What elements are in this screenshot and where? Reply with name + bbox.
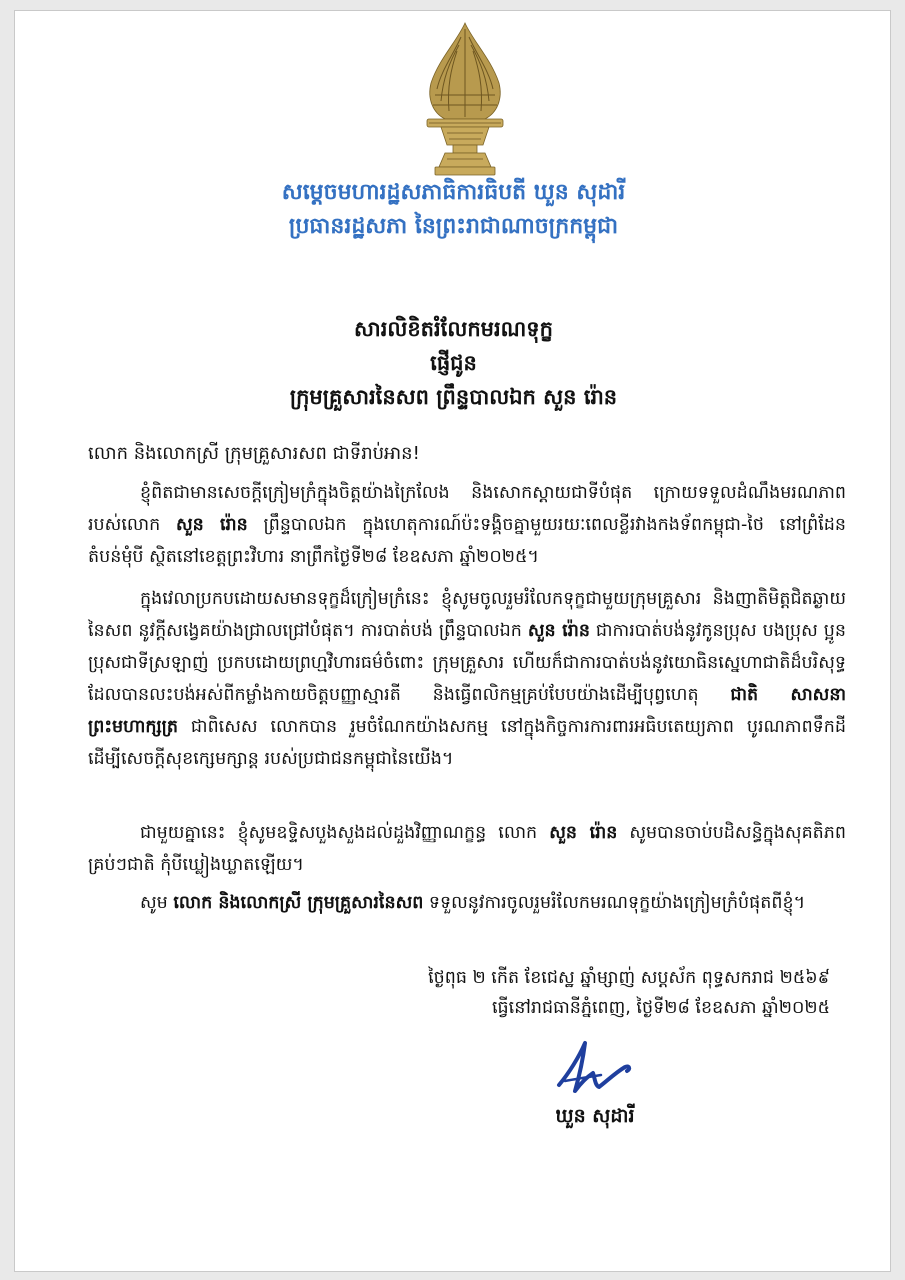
- deceased-name: សួន រ៉ោន: [175, 515, 248, 535]
- paragraph-2-text-b: ជាការបាត់បង់នូវកូនប្រុស បងប្រុស ប្អូនប្រុសជាទីស្រឡាញ់ ប្រកបដោយព្រហ្មវិហារធម៌ចំពោះ ក្រុមគ្រួសារ ហើយក៏ជាការបាត់បង់នូវយោធិនស្នេហាជាតិដ៏បរិសុទ្ធ ដែលបានលះបង់អស់ពីកម្លាំងកាយចិត្តបញ្ញាស្មារតី និងធ្វើពលិកម្មគ្រប់បែបយ៉ាងដើម្បីបុព្វហេតុ: [88, 621, 846, 705]
- paragraph-2-text-a: ក្នុងវេលាប្រកបដោយសមានទុក្ខដ៏ក្រៀមក្រំនេះ ខ្ញុំសូមចូលរួមរំលែកទុក្ខជាមួយក្រុមគ្រួសារ និងញាតិមិត្តជិតឆ្ងាយនៃសព នូវក្ដីសង្វេគយ៉ាងជ្រាលជ្រៅបំផុត។ ការបាត់បង់ ព្រឹន្ទបាលឯក: [88, 589, 846, 641]
- salutation: លោក និងលោកស្រី ក្រុមគ្រួសារសព ជាទីរាប់អាន!: [88, 443, 420, 464]
- handwritten-signature-icon: [545, 1033, 655, 1103]
- national-motto: ជាតិ សាសនា ព្រះមហាក្សត្រ: [88, 685, 847, 737]
- paragraph-4-text-b: ទទួលនូវការចូលរួមរំលែកមរណទុក្ខយ៉ាងក្រៀមក្រំបំផុតពីខ្ញុំ។: [423, 893, 806, 913]
- paragraph-3-text-b: សូមបានចាប់បដិសន្ធិក្នុងសុគតិភពគ្រប់ៗជាតិ កុំបីឃ្លៀងឃ្លាតឡើយ។: [88, 823, 847, 875]
- paragraph-4-text-a: សូម: [140, 893, 174, 913]
- cambodian-senate-emblem-icon: [417, 21, 513, 181]
- paragraph-2: [88, 583, 846, 775]
- paragraph-1-text-a: ខ្ញុំពិតជាមានសេចក្ដីក្រៀមក្រំក្នុងចិត្តយ៉ាងក្រៃលែង និងសោកស្ដាយជាទីបំផុត ក្រោយទទួលដំណឹងមរណភាពរបស់លោក: [88, 483, 846, 535]
- paragraph-1: [88, 477, 846, 573]
- sender-name-line: សម្ដេចមហារដ្ឋសភាធិការធិបតី ឃួន សុដារី: [281, 180, 626, 205]
- paragraph-3-text-a: ជាមួយគ្នានេះ ខ្ញុំសូមឧទ្ទិសបួងសួងដល់ដួងវិញ្ញាណក្ខន្ធ លោក: [140, 823, 550, 843]
- letter-subtitle: ផ្ញើជូន: [430, 351, 477, 375]
- letter-page: [14, 10, 891, 1272]
- deceased-name: សួន រ៉ោន: [527, 621, 590, 641]
- letter-recipient-heading: ក្រុមគ្រួសារនៃសព ព្រឹន្ទបាលឯក សួន រ៉ោន: [289, 385, 618, 409]
- paragraph-3: [88, 817, 846, 881]
- deceased-name: សួន រ៉ោន: [549, 823, 618, 843]
- recipient-name: លោក និងលោកស្រី ក្រុមគ្រួសារនៃសព: [173, 893, 424, 913]
- lunar-date: ថ្ងៃពុធ ២ កើត ខែជេស្ឋ ឆ្នាំម្សាញ់ សប្តស័ក ពុទ្ធសករាជ ២៥៦៩: [428, 968, 830, 988]
- paragraph-4: [88, 887, 846, 919]
- signer-name: ឃួន សុដារី: [555, 1105, 635, 1127]
- letter-title: សារលិខិតរំលែកមរណទុក្ខ: [354, 317, 553, 341]
- paragraph-2-text-c: ជាពិសេស លោកបាន រួមចំណែកយ៉ាងសកម្ម នៅក្នុងកិច្ចការការពារអធិបតេយ្យភាព បូរណភាពទឹកដី ដើម្បីសេចក្ដីសុខក្សេមក្សាន្ត របស់ប្រជាជនកម្ពុជានៃយើង។: [88, 717, 846, 769]
- place-and-date: ធ្វើនៅរាជធានីភ្នំពេញ, ថ្ងៃទី២៨ ខែឧសភា ឆ្នាំ២០២៥: [492, 998, 830, 1018]
- paragraph-1-text-b: ព្រឹន្ទបាលឯក ក្នុងហេតុការណ៍ប៉ះទង្គិចគ្នាមួយរយៈពេលខ្លីរវាងកងទ័ពកម្ពុជា-ថៃ នៅព្រំដែនតំបន់មុំបី ស្ថិតនៅខេត្តព្រះវិហារ នាព្រឹកថ្ងៃទី២៨ ខែឧសភា ឆ្នាំ២០២៥។: [88, 515, 846, 567]
- sender-title-line: ប្រធានរដ្ឋសភា នៃព្រះរាជាណាចក្រកម្ពុជា: [288, 214, 619, 239]
